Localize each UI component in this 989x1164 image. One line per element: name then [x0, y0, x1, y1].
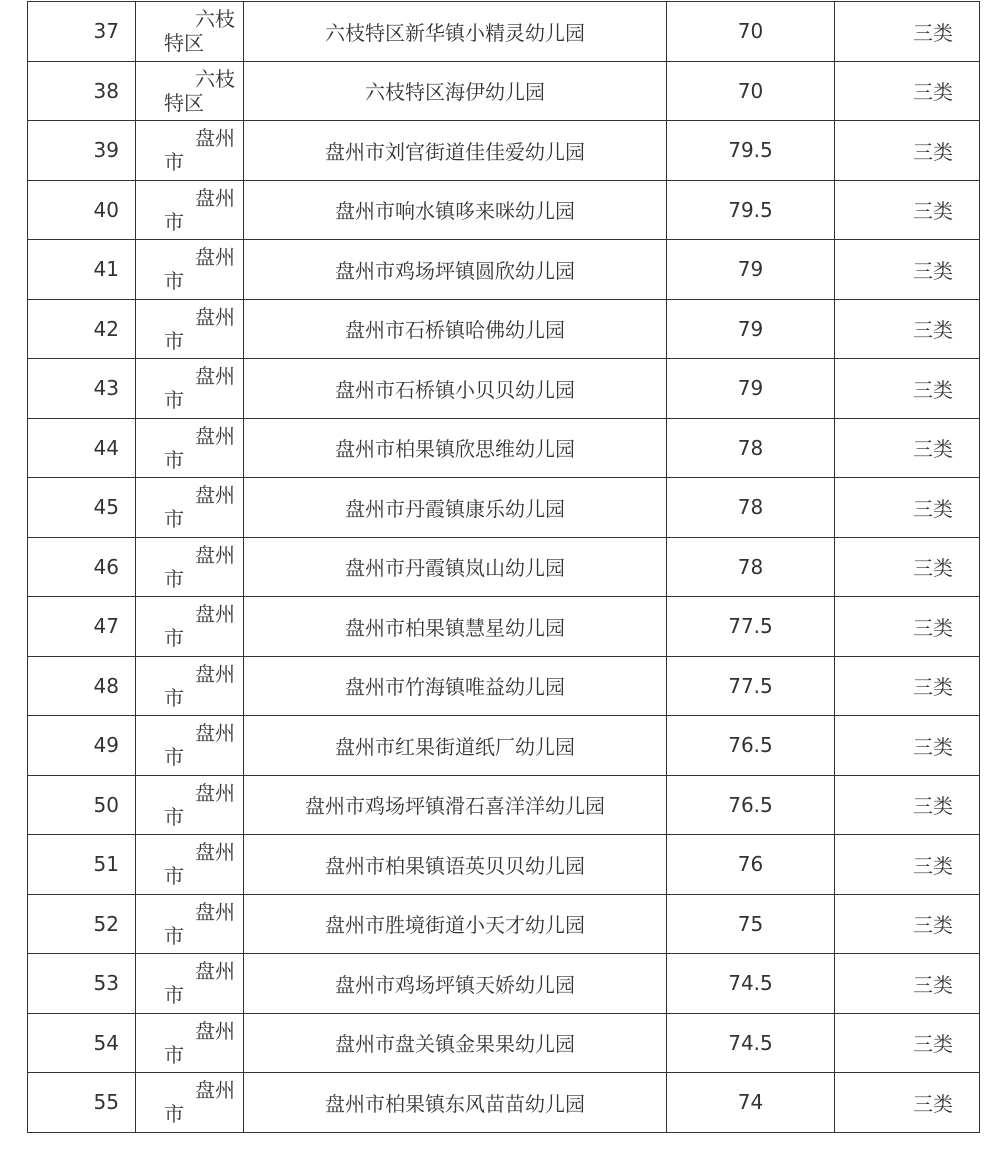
- score-cell: 77.5: [667, 656, 835, 716]
- kindergarten-name: 盘州市丹霞镇康乐幼儿园: [244, 478, 667, 538]
- area-line-2: 市: [164, 804, 184, 829]
- table-row: [28, 121, 980, 181]
- kindergarten-name: 盘州市柏果镇慧星幼儿园: [244, 597, 667, 657]
- score-cell: 79: [667, 299, 835, 359]
- kindergarten-name: 盘州市柏果镇欣思维幼儿园: [244, 418, 667, 478]
- area-cell: [136, 478, 244, 538]
- kindergarten-name: 盘州市鸡场坪镇天娇幼儿园: [244, 954, 667, 1014]
- area-line-2: 市: [164, 685, 184, 710]
- area-line-1: 盘州: [195, 126, 235, 151]
- area-line-1: 盘州: [195, 602, 235, 627]
- level-cell: 三类: [835, 121, 980, 181]
- area-line-2: 市: [164, 209, 184, 234]
- kindergarten-name: 盘州市胜境街道小天才幼儿园: [244, 894, 667, 954]
- level-cell: 三类: [835, 656, 980, 716]
- score-cell: 79: [667, 359, 835, 419]
- level-cell: 三类: [835, 1073, 980, 1133]
- kindergarten-name: 六枝特区新华镇小精灵幼儿园: [244, 2, 667, 62]
- area-line-1: 盘州: [195, 1078, 235, 1103]
- level-cell: 三类: [835, 299, 980, 359]
- row-number: 49: [28, 716, 136, 776]
- row-number: 37: [28, 2, 136, 62]
- score-cell: 76.5: [667, 716, 835, 776]
- table-body: [28, 2, 980, 1133]
- table-row: [28, 240, 980, 300]
- area-cell: [136, 299, 244, 359]
- table-row: [28, 2, 980, 62]
- table-row: [28, 299, 980, 359]
- table-row: [28, 894, 980, 954]
- kindergarten-name: 盘州市柏果镇语英贝贝幼儿园: [244, 835, 667, 895]
- level-cell: 三类: [835, 359, 980, 419]
- table-row: [28, 835, 980, 895]
- area-line-1: 盘州: [195, 780, 235, 805]
- area-line-2: 市: [164, 923, 184, 948]
- area-line-1: 盘州: [195, 364, 235, 389]
- area-line-2: 市: [164, 150, 184, 175]
- row-number: 53: [28, 954, 136, 1014]
- table-row: [28, 1013, 980, 1073]
- area-line-1: 盘州: [195, 185, 235, 210]
- row-number: 40: [28, 180, 136, 240]
- row-number: 55: [28, 1073, 136, 1133]
- area-cell: [136, 894, 244, 954]
- area-line-2: 市: [164, 864, 184, 889]
- level-cell: 三类: [835, 835, 980, 895]
- score-cell: 79.5: [667, 121, 835, 181]
- row-number: 43: [28, 359, 136, 419]
- level-cell: 三类: [835, 418, 980, 478]
- area-line-1: 盘州: [195, 899, 235, 924]
- level-cell: 三类: [835, 240, 980, 300]
- kindergarten-name: 盘州市响水镇哆来咪幼儿园: [244, 180, 667, 240]
- area-line-1: 盘州: [195, 661, 235, 686]
- level-cell: 三类: [835, 478, 980, 538]
- score-cell: 79.5: [667, 180, 835, 240]
- score-cell: 74.5: [667, 1013, 835, 1073]
- level-cell: 三类: [835, 716, 980, 776]
- kindergarten-name: 盘州市石桥镇小贝贝幼儿园: [244, 359, 667, 419]
- area-line-1: 盘州: [195, 245, 235, 270]
- area-line-1: 盘州: [195, 483, 235, 508]
- area-cell: [136, 240, 244, 300]
- area-line-1: 盘州: [195, 304, 235, 329]
- kindergarten-name: 盘州市石桥镇哈佛幼儿园: [244, 299, 667, 359]
- level-cell: 三类: [835, 61, 980, 121]
- kindergarten-name: 六枝特区海伊幼儿园: [244, 61, 667, 121]
- table-row: [28, 775, 980, 835]
- area-cell: [136, 954, 244, 1014]
- kindergarten-name: 盘州市红果街道纸厂幼儿园: [244, 716, 667, 776]
- row-number: 52: [28, 894, 136, 954]
- kindergarten-name: 盘州市丹霞镇岚山幼儿园: [244, 537, 667, 597]
- level-cell: 三类: [835, 775, 980, 835]
- table-row: [28, 61, 980, 121]
- score-cell: 78: [667, 418, 835, 478]
- kindergarten-rating-table: [27, 1, 980, 1133]
- score-cell: 75: [667, 894, 835, 954]
- level-cell: 三类: [835, 2, 980, 62]
- kindergarten-name: 盘州市刘官街道佳佳爱幼儿园: [244, 121, 667, 181]
- area-line-1: 盘州: [195, 423, 235, 448]
- row-number: 42: [28, 299, 136, 359]
- table-row: [28, 180, 980, 240]
- level-cell: 三类: [835, 1013, 980, 1073]
- kindergarten-name: 盘州市竹海镇唯益幼儿园: [244, 656, 667, 716]
- area-line-2: 市: [164, 507, 184, 532]
- row-number: 47: [28, 597, 136, 657]
- area-cell: [136, 1013, 244, 1073]
- table-row: [28, 1073, 980, 1133]
- area-line-2: 市: [164, 983, 184, 1008]
- area-cell: [136, 1073, 244, 1133]
- score-cell: 78: [667, 478, 835, 538]
- kindergarten-name: 盘州市柏果镇东风苗苗幼儿园: [244, 1073, 667, 1133]
- area-cell: [136, 121, 244, 181]
- area-line-2: 市: [164, 447, 184, 472]
- area-cell: [136, 597, 244, 657]
- area-line-1: 盘州: [195, 542, 235, 567]
- area-line-2: 市: [164, 745, 184, 770]
- score-cell: 74: [667, 1073, 835, 1133]
- table-row: [28, 478, 980, 538]
- level-cell: 三类: [835, 954, 980, 1014]
- area-line-1: 盘州: [195, 959, 235, 984]
- area-line-2: 市: [164, 1042, 184, 1067]
- area-line-1: 六枝: [195, 7, 235, 32]
- area-line-1: 盘州: [195, 840, 235, 865]
- table-row: [28, 359, 980, 419]
- area-line-2: 市: [164, 1102, 184, 1127]
- area-line-2: 市: [164, 269, 184, 294]
- score-cell: 74.5: [667, 954, 835, 1014]
- area-cell: [136, 775, 244, 835]
- area-cell: [136, 61, 244, 121]
- area-line-1: 盘州: [195, 1018, 235, 1043]
- area-line-2: 特区: [164, 90, 204, 115]
- kindergarten-name: 盘州市鸡场坪镇圆欣幼儿园: [244, 240, 667, 300]
- table-row: [28, 954, 980, 1014]
- row-number: 48: [28, 656, 136, 716]
- score-cell: 70: [667, 2, 835, 62]
- row-number: 44: [28, 418, 136, 478]
- area-cell: [136, 656, 244, 716]
- level-cell: 三类: [835, 537, 980, 597]
- table-row: [28, 418, 980, 478]
- row-number: 54: [28, 1013, 136, 1073]
- area-cell: [136, 537, 244, 597]
- score-cell: 70: [667, 61, 835, 121]
- area-cell: [136, 359, 244, 419]
- row-number: 50: [28, 775, 136, 835]
- kindergarten-name: 盘州市鸡场坪镇滑石喜洋洋幼儿园: [244, 775, 667, 835]
- row-number: 41: [28, 240, 136, 300]
- row-number: 38: [28, 61, 136, 121]
- area-cell: [136, 180, 244, 240]
- table-row: [28, 537, 980, 597]
- level-cell: 三类: [835, 180, 980, 240]
- area-cell: [136, 835, 244, 895]
- area-line-2: 市: [164, 388, 184, 413]
- level-cell: 三类: [835, 894, 980, 954]
- row-number: 39: [28, 121, 136, 181]
- score-cell: 76: [667, 835, 835, 895]
- area-line-1: 盘州: [195, 721, 235, 746]
- area-line-2: 市: [164, 626, 184, 651]
- row-number: 46: [28, 537, 136, 597]
- row-number: 45: [28, 478, 136, 538]
- score-cell: 78: [667, 537, 835, 597]
- area-line-1: 六枝: [195, 66, 235, 91]
- level-cell: 三类: [835, 597, 980, 657]
- area-cell: [136, 716, 244, 776]
- table-row: [28, 716, 980, 776]
- area-cell: [136, 418, 244, 478]
- area-line-2: 市: [164, 328, 184, 353]
- area-line-2: 特区: [164, 31, 204, 56]
- score-cell: 76.5: [667, 775, 835, 835]
- table-row: [28, 656, 980, 716]
- table-row: [28, 597, 980, 657]
- area-line-2: 市: [164, 566, 184, 591]
- score-cell: 79: [667, 240, 835, 300]
- row-number: 51: [28, 835, 136, 895]
- area-cell: [136, 2, 244, 62]
- kindergarten-name: 盘州市盘关镇金果果幼儿园: [244, 1013, 667, 1073]
- score-cell: 77.5: [667, 597, 835, 657]
